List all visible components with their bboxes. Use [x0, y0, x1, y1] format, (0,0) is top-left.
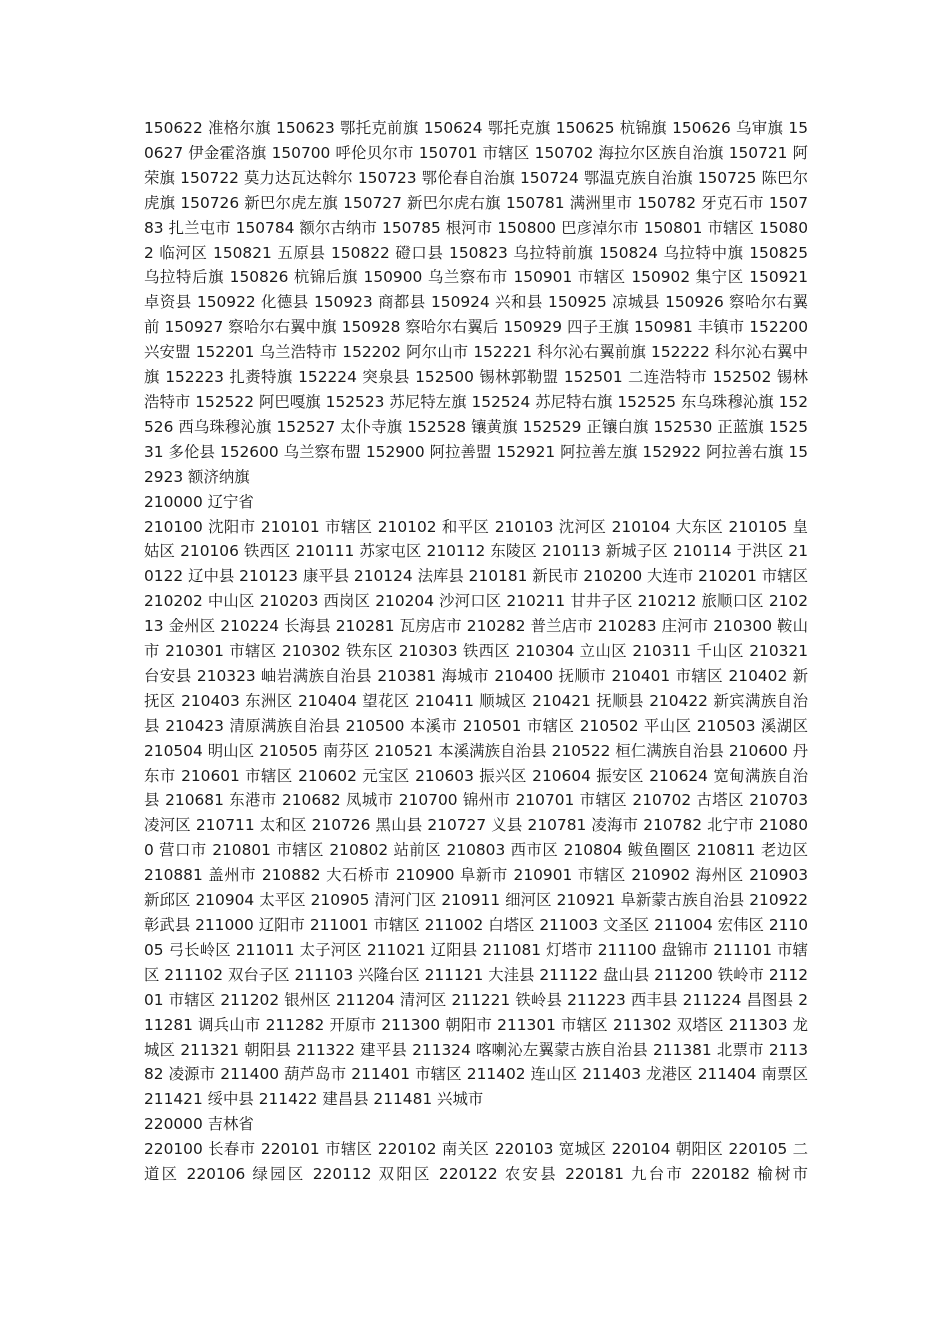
heading-liaoning: 210000 辽宁省	[144, 492, 254, 511]
heading-jilin: 220000 吉林省	[144, 1115, 254, 1134]
paragraph-jilin-codes: 220100 长春市 220101 市辖区 220102 南关区 220103 宽城区 220104 朝阳区 220105 二道区 220106 绿园区 220112 双阳区 220122 农安县 220181 九台市 220182 榆树市	[144, 1140, 808, 1184]
paragraph-liaoning-codes: 210100 沈阳市 210101 市辖区 210102 和平区 210103 沈河区 210104 大东区 210105 皇姑区 210106 铁西区 210111 苏家屯区 210112 东陵区 210113 新城子区 210114 于洪区 210122 辽中县 210123 康平县 210124 法库县 210181 新民市 210200 大连市 210201 市辖区 210202 中山区 210203 西岗区 210204 沙河口区 210211 甘井子区 210212 旅顺口区 210213 金州区 210224 长海县 210281 瓦房店市 210282 普兰店市 210283 庄河市 210300 鞍山市 210301 市辖区 210302 铁东区 210303 铁西区 210304 立山区 210311 千山区 210321 台安县 210323 岫岩满族自治县 210381 海城市 210400 抚顺市 210401 市辖区 210402 新抚区 210403 东洲区 210404 望花区 210411 顺城区 210421 抚顺县 210422 新宾满族自治县 210423 清原满族自治县 210500 本溪市 210501 市辖区 210502 平山区 210503 溪湖区 210504 明山区 210505 南芬区 210521 本溪满族自治县 210522 桓仁满族自治县 210600 丹东市 210601 市辖区 210602 元宝区 210603 振兴区 210604 振安区 210624 宽甸满族自治县 210681 东港市 210682 凤城市 210700 锦州市 210701 市辖区 210702 古塔区 210703 凌河区 210711 太和区 210726 黑山县 210727 义县 210781 凌海市 210782 北宁市 210800 营口市 210801 市辖区 210802 站前区 210803 西市区 210804 鲅鱼圈区 210811 老边区 210881 盖州市 210882 大石桥市 210900 阜新市 210901 市辖区 210902 海州区 210903 新邱区 210904 太平区 210905 清河门区 210911 细河区 210921 阜新蒙古族自治县 210922 彰武县 211000 辽阳市 211001 市辖区 211002 白塔区 211003 文圣区 211004 宏伟区 211005 弓长岭区 211011 太子河区 211021 辽阳县 211081 灯塔市 211100 盘锦市 211101 市辖区 211102 双台子区 211103 兴隆台区 211121 大洼县 211122 盘山县 211200 铁岭市 211201 市辖区 211202 银州区 211204 清河区 211221 铁岭县 211223 西丰县 211224 昌图县 211281 调兵山市 211282 开原市 211300 朝阳市 211301 市辖区 211302 双塔区 211303 龙城区 211321 朝阳县 211322 建平县 211324 喀喇沁左翼蒙古族自治县 211381 北票市 211382 凌源市 211400 葫芦岛市 211401 市辖区 211402 连山区 211403 龙港区 211404 南票区 211421 绥中县 211422 建昌县 211481 兴城市	[144, 517, 808, 1109]
paragraph-inner-mongolia-codes: 150622 准格尔旗 150623 鄂托克前旗 150624 鄂托克旗 150625 杭锦旗 150626 乌审旗 150627 伊金霍洛旗 150700 呼伦贝尔市 150701 市辖区 150702 海拉尔区族自治旗 150721 阿荣旗 150722 莫力达瓦达斡尔 150723 鄂伦春自治旗 150724 鄂温克族自治旗 150725 陈巴尔虎旗 150726 新巴尔虎左旗 150727 新巴尔虎右旗 150781 满洲里市 150782 牙克石市 150783 扎兰屯市 150784 额尔古纳市 150785 根河市 150800 巴彦淖尔市 150801 市辖区 150802 临河区 150821 五原县 150822 磴口县 150823 乌拉特前旗 150824 乌拉特中旗 150825 乌拉特后旗 150826 杭锦后旗 150900 乌兰察布市 150901 市辖区 150902 集宁区 150921 卓资县 150922 化德县 150923 商都县 150924 兴和县 150925 凉城县 150926 察哈尔右翼前 150927 察哈尔右翼中旗 150928 察哈尔右翼后 150929 四子王旗 150981 丰镇市 152200 兴安盟 152201 乌兰浩特市 152202 阿尔山市 152221 科尔沁右翼前旗 152222 科尔沁右翼中旗 152223 扎赉特旗 152224 突泉县 152500 锡林郭勒盟 152501 二连浩特市 152502 锡林浩特市 152522 阿巴嘎旗 152523 苏尼特左旗 152524 苏尼特右旗 152525 东乌珠穆沁旗 152526 西乌珠穆沁旗 152527 太仆寺旗 152528 镶黄旗 152529 正镶白旗 152530 正蓝旗 152531 多伦县 152600 乌兰察布盟 152900 阿拉善盟 152921 阿拉善左旗 152922 阿拉善右旗 152923 额济纳旗	[144, 119, 808, 486]
document-text	[144, 116, 808, 1187]
